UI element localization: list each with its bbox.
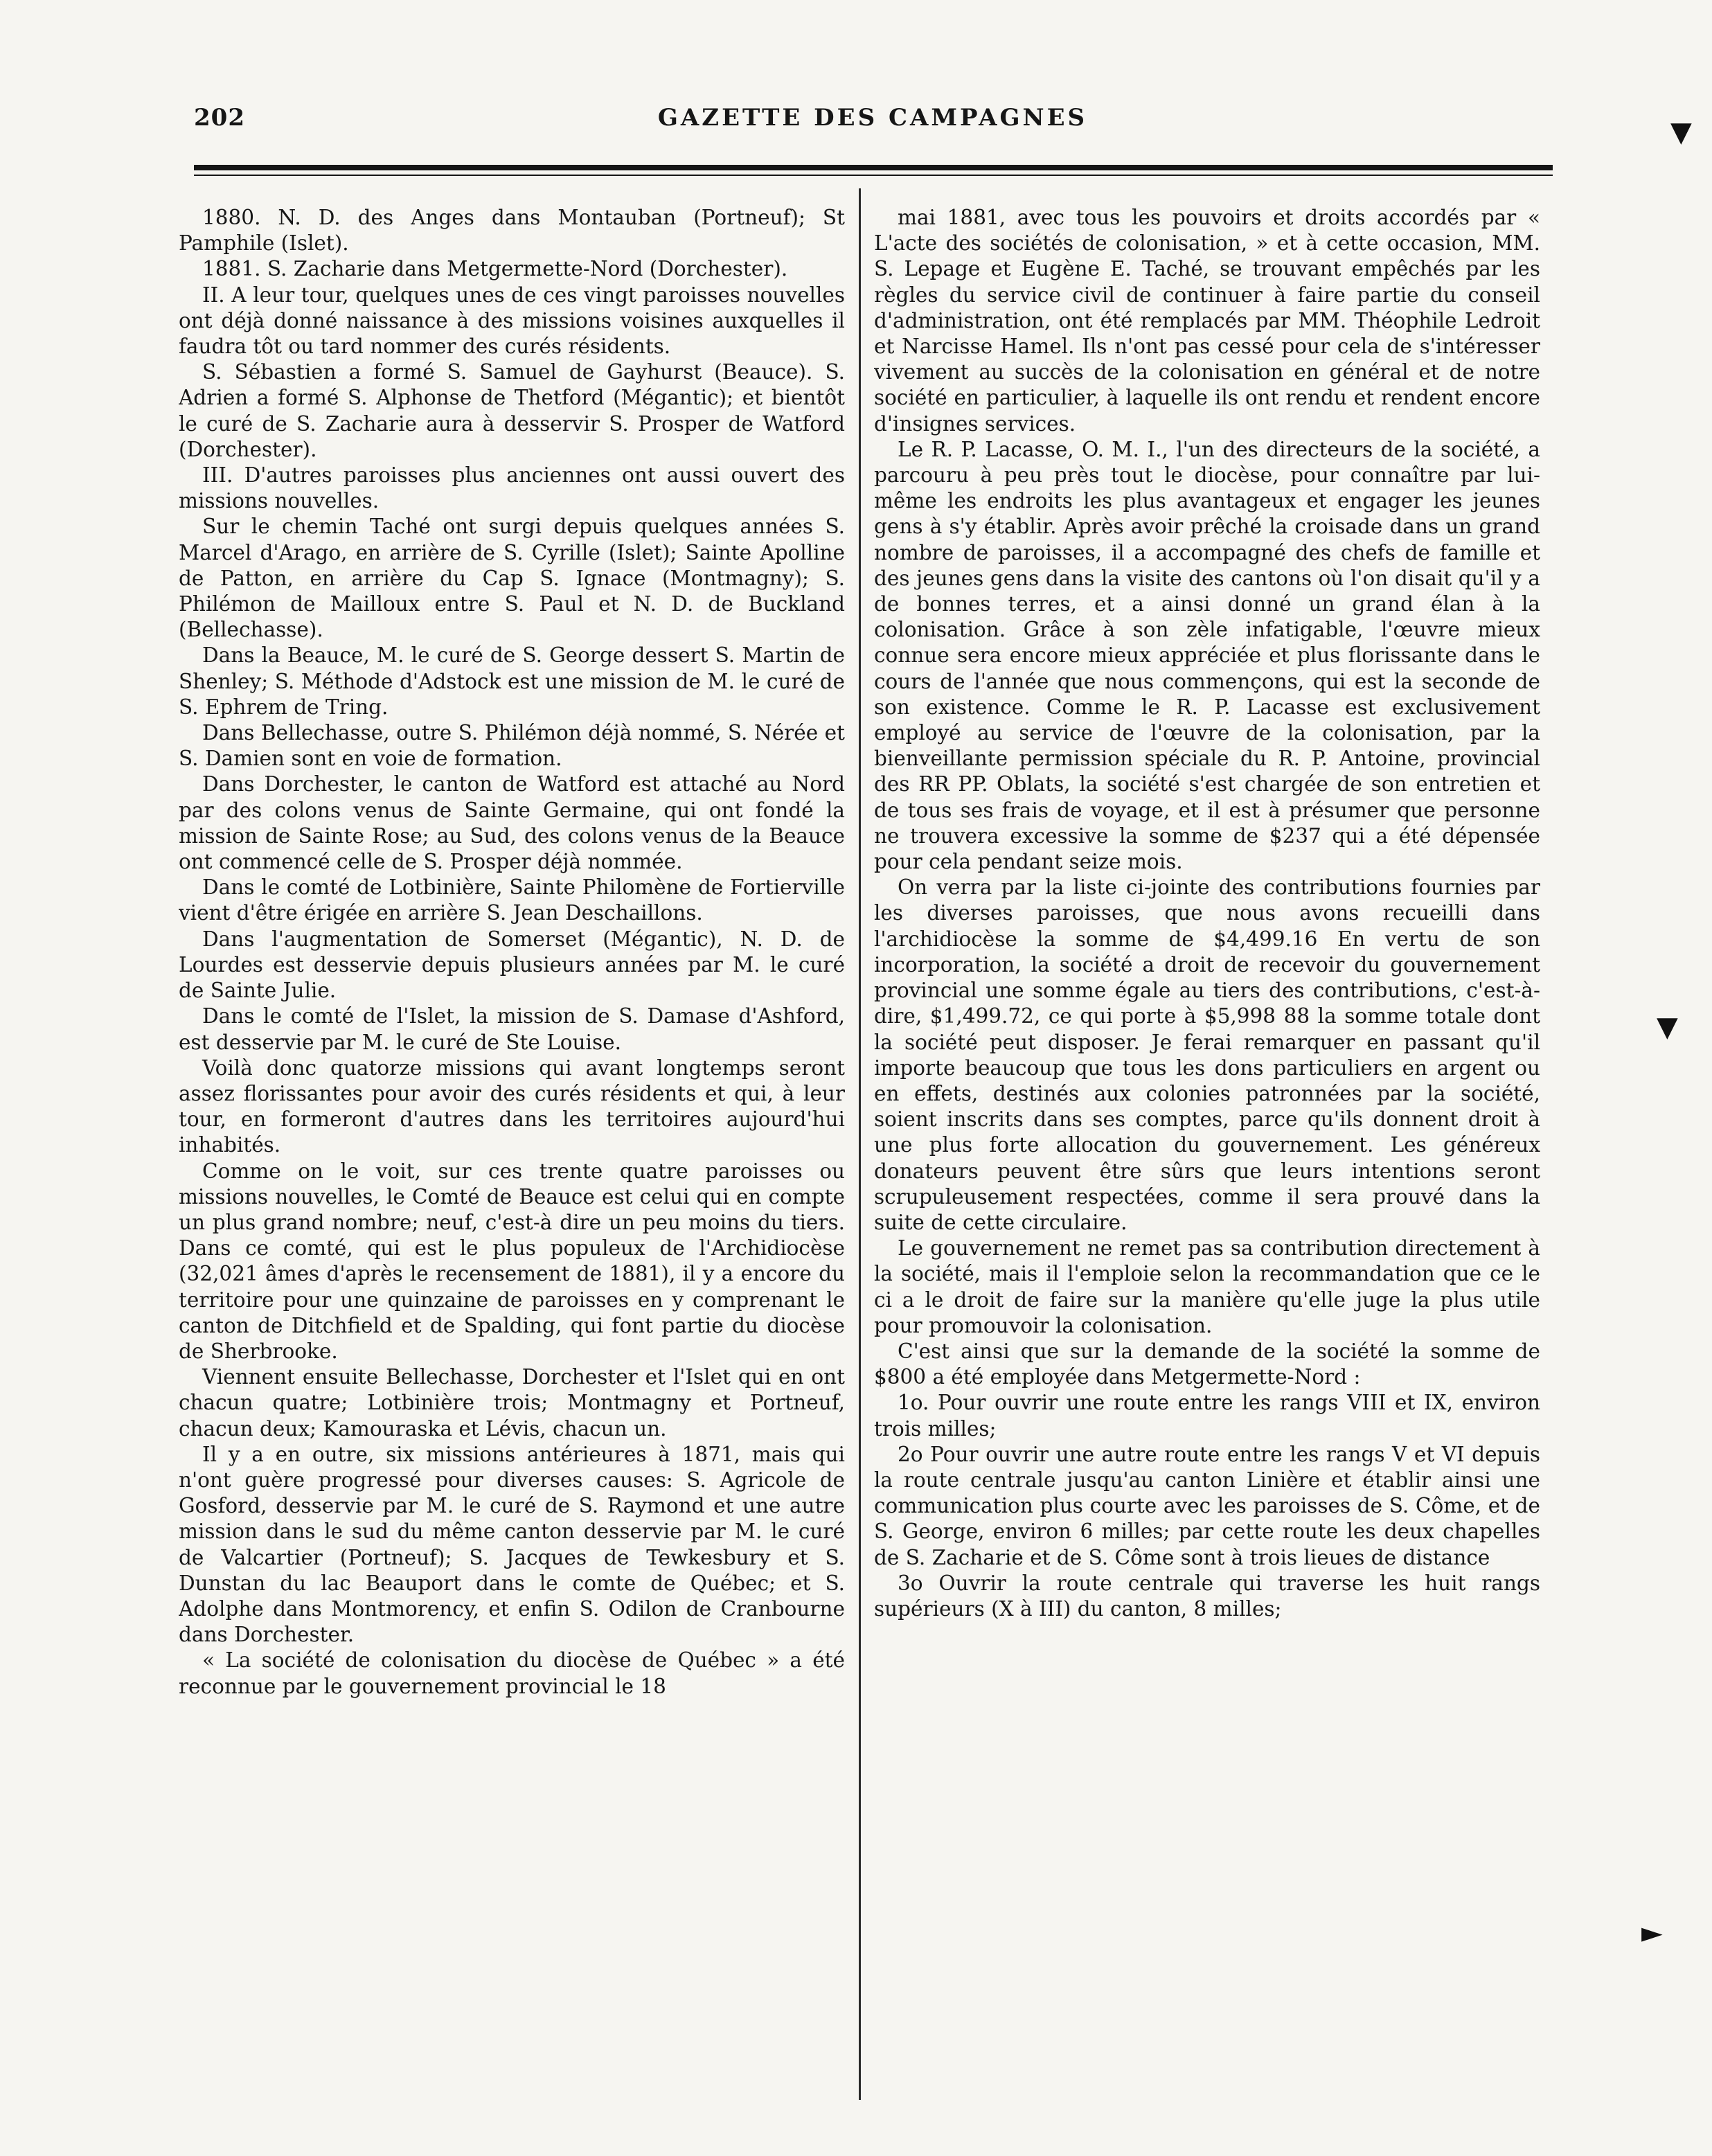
margin-arrow-icon: ▼ xyxy=(1657,1011,1678,1043)
running-title: GAZETTE DES CAMPAGNES xyxy=(657,104,1088,132)
paragraph: 3o Ouvrir la route centrale qui traverse les huit rangs supérieurs (X à III) du canton, 8 milles; xyxy=(874,1571,1540,1621)
paragraph: Le gouvernement ne remet pas sa contribution directement à la société, mais il l'emploie selon la recommandation que ce le ci a le droit de faire sur la manière qu'elle juge la plus utile pour promouvoir la colonisation. xyxy=(874,1236,1540,1337)
paragraph: Sur le chemin Taché ont surgi depuis quelques années S. Marcel d'Arago, en arrière de S. Cyrille (Islet); Sainte Apolline de Patton, en arrière du Cap S. Ignace (Montmagny); S. Philémon de Mailloux entre S. Paul et N. D. de Buckland (Bellechasse). xyxy=(179,515,845,642)
paragraph: Comme on le voit, sur ces trente quatre paroisses ou missions nouvelles, le Comté de Beauce est celui qui en compte un plus grand nombre; neuf, c'est-à dire un peu moins du tiers. Dans ce comté, qui est le plus populeux de l'Archidiocèse (32,021 âmes d'après le recensement de 1881), il y a encore du territoire pour une quinzaine de paroisses en y comprenant le canton de Ditchfield et de Spalding, qui font partie du diocèse de Sherbrooke. xyxy=(179,1159,845,1363)
paragraph: Dans Bellechasse, outre S. Philémon déjà nommé, S. Nérée et S. Damien sont en voie de formation. xyxy=(179,721,845,771)
paragraph: 1881. S. Zacharie dans Metgermette-Nord (Dorchester). xyxy=(202,257,788,281)
paragraph: Dans l'augmentation de Somerset (Mégantic), N. D. de Lourdes est desservie depuis plusieurs années par M. le curé de Sainte Julie. xyxy=(179,927,845,1003)
paragraph: 1o. Pour ouvrir une route entre les rangs VIII et IX, environ trois milles; xyxy=(874,1391,1540,1441)
paragraph: Dans la Beauce, M. le curé de S. George dessert S. Martin de Shenley; S. Méthode d'Adstock est une mission de M. le curé de S. Ephrem de Tring. xyxy=(179,643,845,719)
paragraph: « La société de colonisation du diocèse de Québec » a été reconnue par le gouvernement provincial le 18 xyxy=(179,1648,845,1698)
paragraph: 1880. N. D. des Anges dans Montauban (Portneuf); St Pamphile (Islet). xyxy=(179,206,845,256)
paragraph: S. Sébastien a formé S. Samuel de Gayhurst (Beauce). S. Adrien a formé S. Alphonse de Thetford (Mégantic); et bientôt le curé de S. Zacharie aura à desservir S. Prosper de Watford (Dorchester). xyxy=(179,360,845,461)
page-number: 202 xyxy=(194,104,245,132)
paragraph: Il y a en outre, six missions antérieures à 1871, mais qui n'ont guère progressé pour diverses causes: S. Agricole de Gosford, desservie par M. le curé de S. Raymond et une autre mission dans le sud du même canton desservie par M. le curé de Valcartier (Portneuf); S. Jacques de Tewkesbury et S. Dunstan du lac Beauport dans le comte de Québec; et S. Adolphe dans Montmorency, et enfin S. Odilon de Cranbourne dans Dorchester. xyxy=(179,1442,845,1647)
paragraph: On verra par la liste ci-jointe des contributions fournies par les diverses paroisses, que nous avons recueilli dans l'archidiocèse la somme de $4,499.16 En vertu de son incorporation, la société a droit de recevoir du gouvernement provincial une somme égale au tiers des contributions, c'est-à-dire, $1,499.72, ce qui porte à $5,998 88 la somme totale dont la société peut disposer. Je ferai remarquer en passant qu'il importe beaucoup que tous les dons particuliers en argent ou en effets, destinés aux colonies patronnées par la société, soient inscrits dans ses comptes, parce qu'ils donnent droit à une plus forte allocation du gouvernement. Les généreux donateurs peuvent être sûrs que leurs intentions seront scrupuleusement respectées, comme il sera prouvé dans la suite de cette circulaire. xyxy=(874,875,1540,1234)
page-header xyxy=(194,104,1551,145)
margin-arrow-icon: ► xyxy=(1641,1917,1663,1949)
paragraph: III. D'autres paroisses plus anciennes ont aussi ouvert des missions nouvelles. xyxy=(179,463,845,513)
right-column xyxy=(874,205,1540,2130)
paragraph: Dans le comté de l'Islet, la mission de S. Damase d'Ashford, est desservie par M. le curé de Ste Louise. xyxy=(179,1004,845,1054)
paragraph: II. A leur tour, quelques unes de ces vingt paroisses nouvelles ont déjà donné naissance à des missions voisines auxquelles il faudra tôt ou tard nommer des curés résidents. xyxy=(179,283,845,359)
paragraph: mai 1881, avec tous les pouvoirs et droits accordés par « L'acte des sociétés de colonisation, » et à cette occasion, MM. S. Lepage et Eugène E. Taché, se trouvant empêchés par les règles du service civil de continuer à faire partie du conseil d'administration, ont été remplacés par MM. Théophile Ledroit et Narcisse Hamel. Ils n'ont pas cessé pour cela de s'intéresser vivement au succès de la colonisation en général et de notre société en particulier, à laquelle ils ont rendu et rendent encore d'insignes services. xyxy=(874,206,1540,436)
margin-arrow-icon: ▼ xyxy=(1670,116,1692,148)
header-rule-thin xyxy=(194,175,1553,176)
column-divider xyxy=(859,188,861,2100)
paragraph: Viennent ensuite Bellechasse, Dorchester et l'Islet qui en ont chacun quatre; Lotbinière trois; Montmagny et Portneuf, chacun deux; Kamouraska et Lévis, chacun un. xyxy=(179,1365,845,1441)
left-column xyxy=(179,205,845,2130)
paragraph: Dans le comté de Lotbinière, Sainte Philomène de Fortierville vient d'être érigée en arrière S. Jean Deschaillons. xyxy=(179,875,845,925)
paragraph: Voilà donc quatorze missions qui avant longtemps seront assez florissantes pour avoir des curés résidents et qui, à leur tour, en formeront d'autres dans les territoires aujourd'hui inhabités. xyxy=(179,1055,845,1157)
paragraph: Dans Dorchester, le canton de Watford est attaché au Nord par des colons venus de Sainte Germaine, qui ont fondé la mission de Sainte Rose; au Sud, des colons venus de la Beauce ont commencé celle de S. Prosper déjà nommée. xyxy=(179,772,845,874)
paragraph: Le R. P. Lacasse, O. M. I., l'un des directeurs de la société, a parcouru à peu près tout le diocèse, pour connaître par lui-même les endroits les plus avantageux et engager les jeunes gens à s'y établir. Après avoir prêché la croisade dans un grand nombre de paroisses, il a accompagné des chefs de famille et des jeunes gens dans la visite des cantons où l'on disait qu'il y a de bonnes terres, et a ainsi donné un grand élan à la colonisation. Grâce à son zèle infatigable, l'œuvre mieux connue sera encore mieux appréciée et plus florissante dans le cours de l'année que nous commençons, qui est la seconde de son existence. Comme le R. P. Lacasse est exclusivement employé au service de l'œuvre de la colonisation, par la bienveillante permission spéciale du R. P. Antoine, provincial des RR PP. Oblats, la société s'est chargée de son entretien et de tous ses frais de voyage, et il est à présumer que personne ne trouvera excessive la somme de $237 qui a été dépensée pour cela pendant seize mois. xyxy=(874,437,1540,874)
header-rule-thick xyxy=(194,165,1553,170)
paragraph: C'est ainsi que sur la demande de la société la somme de $800 a été employée dans Metgermette-Nord : xyxy=(874,1339,1540,1389)
paragraph: 2o Pour ouvrir une autre route entre les rangs V et VI depuis la route centrale jusqu'au canton Linière et établir ainsi une communication plus courte avec les paroisses de S. Côme, et de S. George, environ 6 milles; par cette route les deux chapelles de S. Zacharie et de S. Côme sont à trois lieues de distance xyxy=(874,1442,1540,1569)
